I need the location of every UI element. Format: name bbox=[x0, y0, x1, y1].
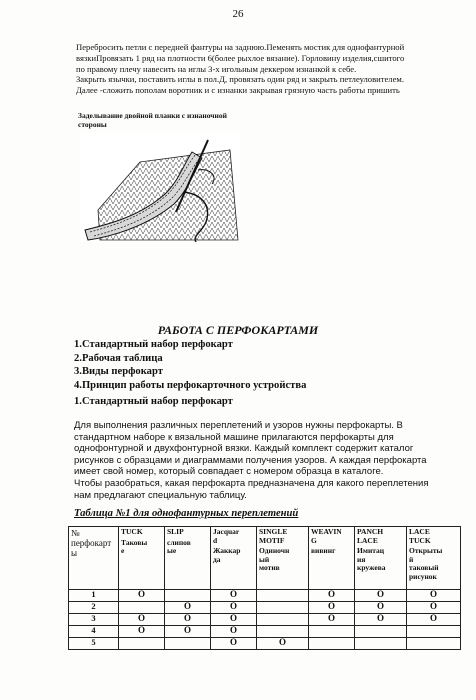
table-row bbox=[69, 626, 461, 638]
table-row bbox=[69, 614, 461, 626]
row-number: 2 bbox=[69, 602, 119, 614]
toc-item: 2.Рабочая таблица bbox=[74, 352, 163, 364]
header-translation bbox=[167, 539, 208, 556]
header-name bbox=[167, 528, 208, 537]
table-cell bbox=[165, 590, 211, 602]
header-line: мотив bbox=[259, 563, 280, 573]
table-row bbox=[69, 638, 461, 650]
table-cell bbox=[257, 626, 309, 638]
figure-caption-line: стороны bbox=[78, 120, 107, 129]
figure-caption-line: Заделывание двойной планки с изнаночной bbox=[78, 111, 227, 120]
header-name bbox=[259, 528, 306, 545]
table-cell bbox=[309, 638, 355, 650]
table-cell: O bbox=[119, 590, 165, 602]
header-translation bbox=[409, 547, 458, 581]
row-number: 1 bbox=[69, 590, 119, 602]
intro-line: Перебросить петли с передней фантуры на заднюю.Пеменять мостик для однофантурной bbox=[76, 42, 405, 52]
table-cell: O bbox=[355, 614, 407, 626]
knitting-illustration-icon bbox=[80, 132, 240, 242]
toc-item: 4.Принцип работы перфокарточного устройства bbox=[74, 379, 307, 391]
body-line: стандартном наборе к вязальной машине прилагаются перфокарты для bbox=[74, 431, 394, 443]
intro-line: по правому плечу навесить на иглы 3-х игольным деккером изнанкой к себе. bbox=[76, 63, 357, 74]
figure-caption bbox=[78, 111, 248, 129]
header-line: вивинг bbox=[311, 546, 336, 556]
header-line: WEAVIN bbox=[311, 527, 342, 536]
header-translation bbox=[259, 547, 306, 573]
table-cell bbox=[257, 602, 309, 614]
header-line: да bbox=[213, 554, 221, 564]
header-line: кружева bbox=[357, 563, 386, 573]
row-number: 3 bbox=[69, 614, 119, 626]
table-cell: O bbox=[407, 590, 461, 602]
header-translation bbox=[213, 547, 254, 564]
header-line: ый bbox=[259, 554, 270, 564]
table-cell: O bbox=[119, 614, 165, 626]
header-translation bbox=[357, 547, 404, 573]
header-line: PANCH bbox=[357, 527, 384, 536]
table-row bbox=[69, 602, 461, 614]
table-cell bbox=[257, 614, 309, 626]
table-cell: O bbox=[211, 602, 257, 614]
body-line: однофонтурной и двухфонтурной вязки. Каждый комплект содержит каталог bbox=[74, 443, 414, 455]
body-line: нам предлагают специальную таблицу. bbox=[74, 489, 247, 501]
row-number: 5 bbox=[69, 638, 119, 650]
header-line: слипов bbox=[167, 537, 191, 547]
toc-item: 3.Виды перфокарт bbox=[74, 366, 163, 377]
intro-line: Далее -сложить пополам воротник и с изнанки закрывая грязную часть работы пришить bbox=[76, 85, 400, 96]
header-line: е bbox=[121, 546, 125, 556]
table-header-cell bbox=[119, 527, 165, 590]
perfocard-table bbox=[68, 526, 461, 650]
header-line: Jacquar bbox=[213, 527, 240, 536]
table-cell: O bbox=[211, 626, 257, 638]
table-header-cell bbox=[355, 527, 407, 590]
header-line: d bbox=[213, 535, 218, 545]
row-number: 4 bbox=[69, 626, 119, 638]
header-line: ы bbox=[71, 548, 78, 558]
section-title: РАБОТА С ПЕРФОКАРТАМИ bbox=[157, 323, 319, 337]
toc-item: 1.Стандартный набор перфокарт bbox=[74, 339, 233, 350]
table-cell: O bbox=[211, 614, 257, 626]
table-cell: O bbox=[309, 590, 355, 602]
table-cell bbox=[355, 626, 407, 638]
table-cell: O bbox=[309, 602, 355, 614]
table-cell: O bbox=[407, 602, 461, 614]
header-line: LACE bbox=[409, 527, 430, 536]
subheading: 1.Стандартный набор перфокарт bbox=[74, 396, 233, 407]
table-cell bbox=[407, 638, 461, 650]
header-line: SINGLE bbox=[259, 527, 288, 536]
header-line: Имитац bbox=[357, 546, 385, 556]
body-paragraph bbox=[74, 420, 454, 501]
table-cell bbox=[355, 638, 407, 650]
header-name bbox=[311, 528, 352, 545]
header-line: № bbox=[71, 528, 80, 538]
table-cell bbox=[119, 638, 165, 650]
header-name bbox=[409, 528, 458, 545]
table-cell: O bbox=[355, 590, 407, 602]
table-cell: O bbox=[211, 590, 257, 602]
header-line: SLIP bbox=[167, 527, 184, 536]
intro-line: вязкиПровязать 1 ряд на плотности 6(более рыхлое вязание). Горловину изделия,сшитого bbox=[76, 52, 405, 63]
header-line: перфокарт bbox=[71, 538, 112, 548]
header-line: Одиночн bbox=[259, 546, 290, 556]
intro-paragraph bbox=[76, 42, 456, 96]
header-name bbox=[213, 528, 254, 545]
header-line: Открыты bbox=[409, 546, 443, 556]
header-line: й bbox=[409, 554, 414, 564]
body-line: имеет свой номер, который совпадает с номером образца в каталоге. bbox=[74, 466, 384, 478]
table-cell: O bbox=[257, 638, 309, 650]
table-cell bbox=[257, 590, 309, 602]
header-line: ые bbox=[167, 546, 177, 556]
table-cell bbox=[119, 602, 165, 614]
table-cell: O bbox=[407, 614, 461, 626]
table-header-cell bbox=[211, 527, 257, 590]
page-number: 26 bbox=[232, 8, 244, 20]
table-header-cell bbox=[69, 527, 119, 590]
table-cell: O bbox=[211, 638, 257, 650]
body-line: рисунков с образцами и диаграммами получения узоров. А каждая перфокарта bbox=[74, 454, 427, 466]
body-line: Для выполнения различных переплетений и узоров нужны перфокарты. В bbox=[74, 420, 403, 431]
intro-line: Закрыть язычки, поставить иглы в пол.Д, провязать один ряд и закрыть петлеуловителем. bbox=[76, 74, 404, 85]
table-header-cell bbox=[407, 527, 461, 590]
table-title: Таблица №1 для однофантурных переплетений bbox=[74, 508, 299, 519]
table-cell: O bbox=[309, 614, 355, 626]
table-row bbox=[69, 590, 461, 602]
table-cell: O bbox=[165, 614, 211, 626]
header-line: таковый bbox=[409, 563, 439, 573]
table-of-contents bbox=[74, 338, 454, 392]
table-cell bbox=[309, 626, 355, 638]
header-line: Таковы bbox=[121, 537, 148, 547]
header-line: Жаккар bbox=[213, 546, 241, 556]
header-line: TUCK bbox=[409, 535, 431, 545]
header-translation bbox=[311, 547, 352, 556]
table-header-cell bbox=[257, 527, 309, 590]
header-line: ия bbox=[357, 554, 366, 564]
body-line: Чтобы разобраться, какая перфокарта предназначена для какого переплетения bbox=[74, 477, 429, 489]
header-name bbox=[121, 528, 162, 537]
header-line: MOTIF bbox=[259, 535, 285, 545]
table-cell: O bbox=[165, 602, 211, 614]
header-line: рисунок bbox=[409, 571, 437, 581]
table-cell: O bbox=[119, 626, 165, 638]
table-cell bbox=[165, 638, 211, 650]
header-label bbox=[71, 528, 116, 558]
table-cell: O bbox=[165, 626, 211, 638]
header-line: TUCK bbox=[121, 527, 143, 536]
table-header-cell bbox=[165, 527, 211, 590]
table-cell bbox=[407, 626, 461, 638]
header-line: LACE bbox=[357, 535, 378, 545]
header-line: G bbox=[311, 535, 317, 545]
table-header-row bbox=[69, 527, 461, 590]
header-name bbox=[357, 528, 404, 545]
table-cell: O bbox=[355, 602, 407, 614]
header-translation bbox=[121, 539, 162, 556]
table-header-cell bbox=[309, 527, 355, 590]
